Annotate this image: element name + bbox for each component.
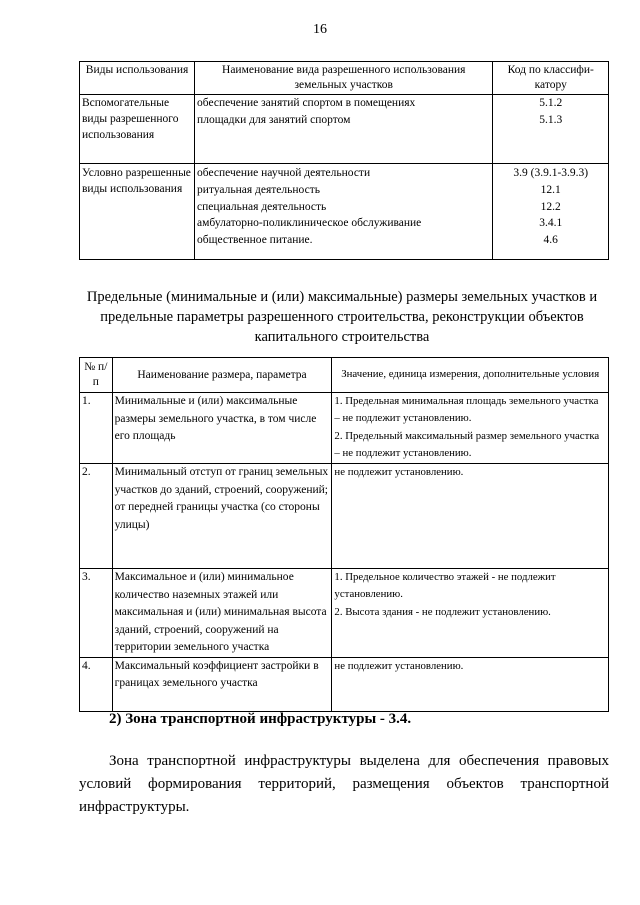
- code-cell: [493, 95, 609, 164]
- code-cell: [493, 164, 609, 260]
- table-row: [80, 164, 609, 260]
- table-row: [80, 464, 609, 569]
- parameter-cell: Максимальное и (или) минимальное количество наземных этажей или максимальная и (или) минимальная высота зданий, строений, сооружений на территории земельного участка: [112, 569, 332, 658]
- table-row: [80, 569, 609, 658]
- header-value: Значение, единица измерения, дополнительные условия: [332, 358, 609, 393]
- value-line: 1. Предельное количество этажей - не подлежит установлению.: [334, 571, 556, 601]
- use-name: ритуальная деятельность: [197, 183, 320, 196]
- use-code: 12.1: [540, 183, 561, 196]
- parameter-cell: [112, 464, 332, 569]
- use-name-cell: [195, 164, 493, 260]
- use-code: 4.6: [543, 234, 558, 247]
- parameter-cell: Минимальные и (или) максимальные размеры земельного участка, в том числе его площадь: [112, 393, 332, 464]
- use-name: амбулаторно-поликлиническое обслуживание: [197, 217, 422, 230]
- row-number: 1.: [80, 393, 113, 464]
- use-code: 3.9 (3.9.1-3.9.3): [513, 167, 589, 179]
- table-row: [80, 657, 609, 711]
- value-cell: [332, 569, 609, 658]
- use-type-cell: Условно разрешенные виды использования: [80, 164, 195, 260]
- row-number: 4.: [80, 657, 113, 711]
- value-line: 2. Предельный максимальный размер земельного участка – не подлежит установлению.: [334, 429, 600, 459]
- value-line: 1. Предельная минимальная площадь земельного участка – не подлежит установлению.: [334, 395, 599, 425]
- zone-title: 2) Зона транспортной инфраструктуры - 3.4.: [109, 711, 412, 727]
- value-line: не подлежит установлению.: [334, 659, 464, 672]
- parameters-table: [79, 357, 609, 712]
- header-use-type: Виды использования: [80, 62, 195, 95]
- use-code: 3.4.1: [539, 217, 563, 230]
- row-number: 3.: [80, 569, 113, 658]
- use-name-cell: [195, 95, 493, 164]
- zone-description: Зона транспортной инфраструктуры выделена для обеспечения правовых условий формирования территорий, размещения объектов транспортной инфраструктуры.: [79, 753, 609, 815]
- row-number: 2.: [80, 464, 113, 569]
- value-line: не подлежит установлению.: [334, 466, 464, 478]
- table-row: [80, 393, 609, 464]
- value-cell: [332, 393, 609, 464]
- value-cell: [332, 657, 609, 711]
- table-header-row: [80, 358, 609, 393]
- use-code: 12.2: [540, 200, 561, 213]
- table-row: [80, 95, 609, 164]
- value-cell: [332, 464, 609, 569]
- header-code: Код по классифи-катору: [493, 62, 609, 95]
- land-use-table: [79, 61, 609, 260]
- parameter-cell: Максимальный коэффициент застройки в границах земельного участка: [112, 657, 332, 711]
- table-header-row: [80, 62, 609, 95]
- use-code: 5.1.2: [539, 97, 563, 109]
- use-type-cell: Вспомогательные виды разрешенного использования: [80, 95, 195, 164]
- parameter-line: от передней границы участка (со стороны улицы): [114, 501, 320, 531]
- use-name: площадки для занятий спортом: [197, 113, 351, 126]
- section-heading: Предельные (минимальные и (или) максимальные) размеры земельных участков и предельные параметры разрешенного строительства, реконструкции объектов капитального строительства: [86, 289, 598, 345]
- use-name: обеспечение занятий спортом в помещениях: [197, 97, 416, 109]
- parameter-line: Минимальный отступ от границ земельных участков до зданий, строений, сооружений;: [114, 466, 329, 496]
- header-use-name: Наименование вида разрешенного использования земельных участков: [195, 62, 493, 95]
- value-line: 2. Высота здания - не подлежит установлению.: [334, 605, 551, 618]
- use-name: общественное питание.: [197, 234, 313, 247]
- use-code: 5.1.3: [539, 113, 563, 126]
- use-name: специальная деятельность: [197, 200, 327, 213]
- header-number: № п/п: [80, 358, 113, 393]
- header-parameter: Наименование размера, параметра: [112, 358, 332, 393]
- use-name: обеспечение научной деятельности: [197, 167, 371, 179]
- page-number: 16: [313, 22, 327, 37]
